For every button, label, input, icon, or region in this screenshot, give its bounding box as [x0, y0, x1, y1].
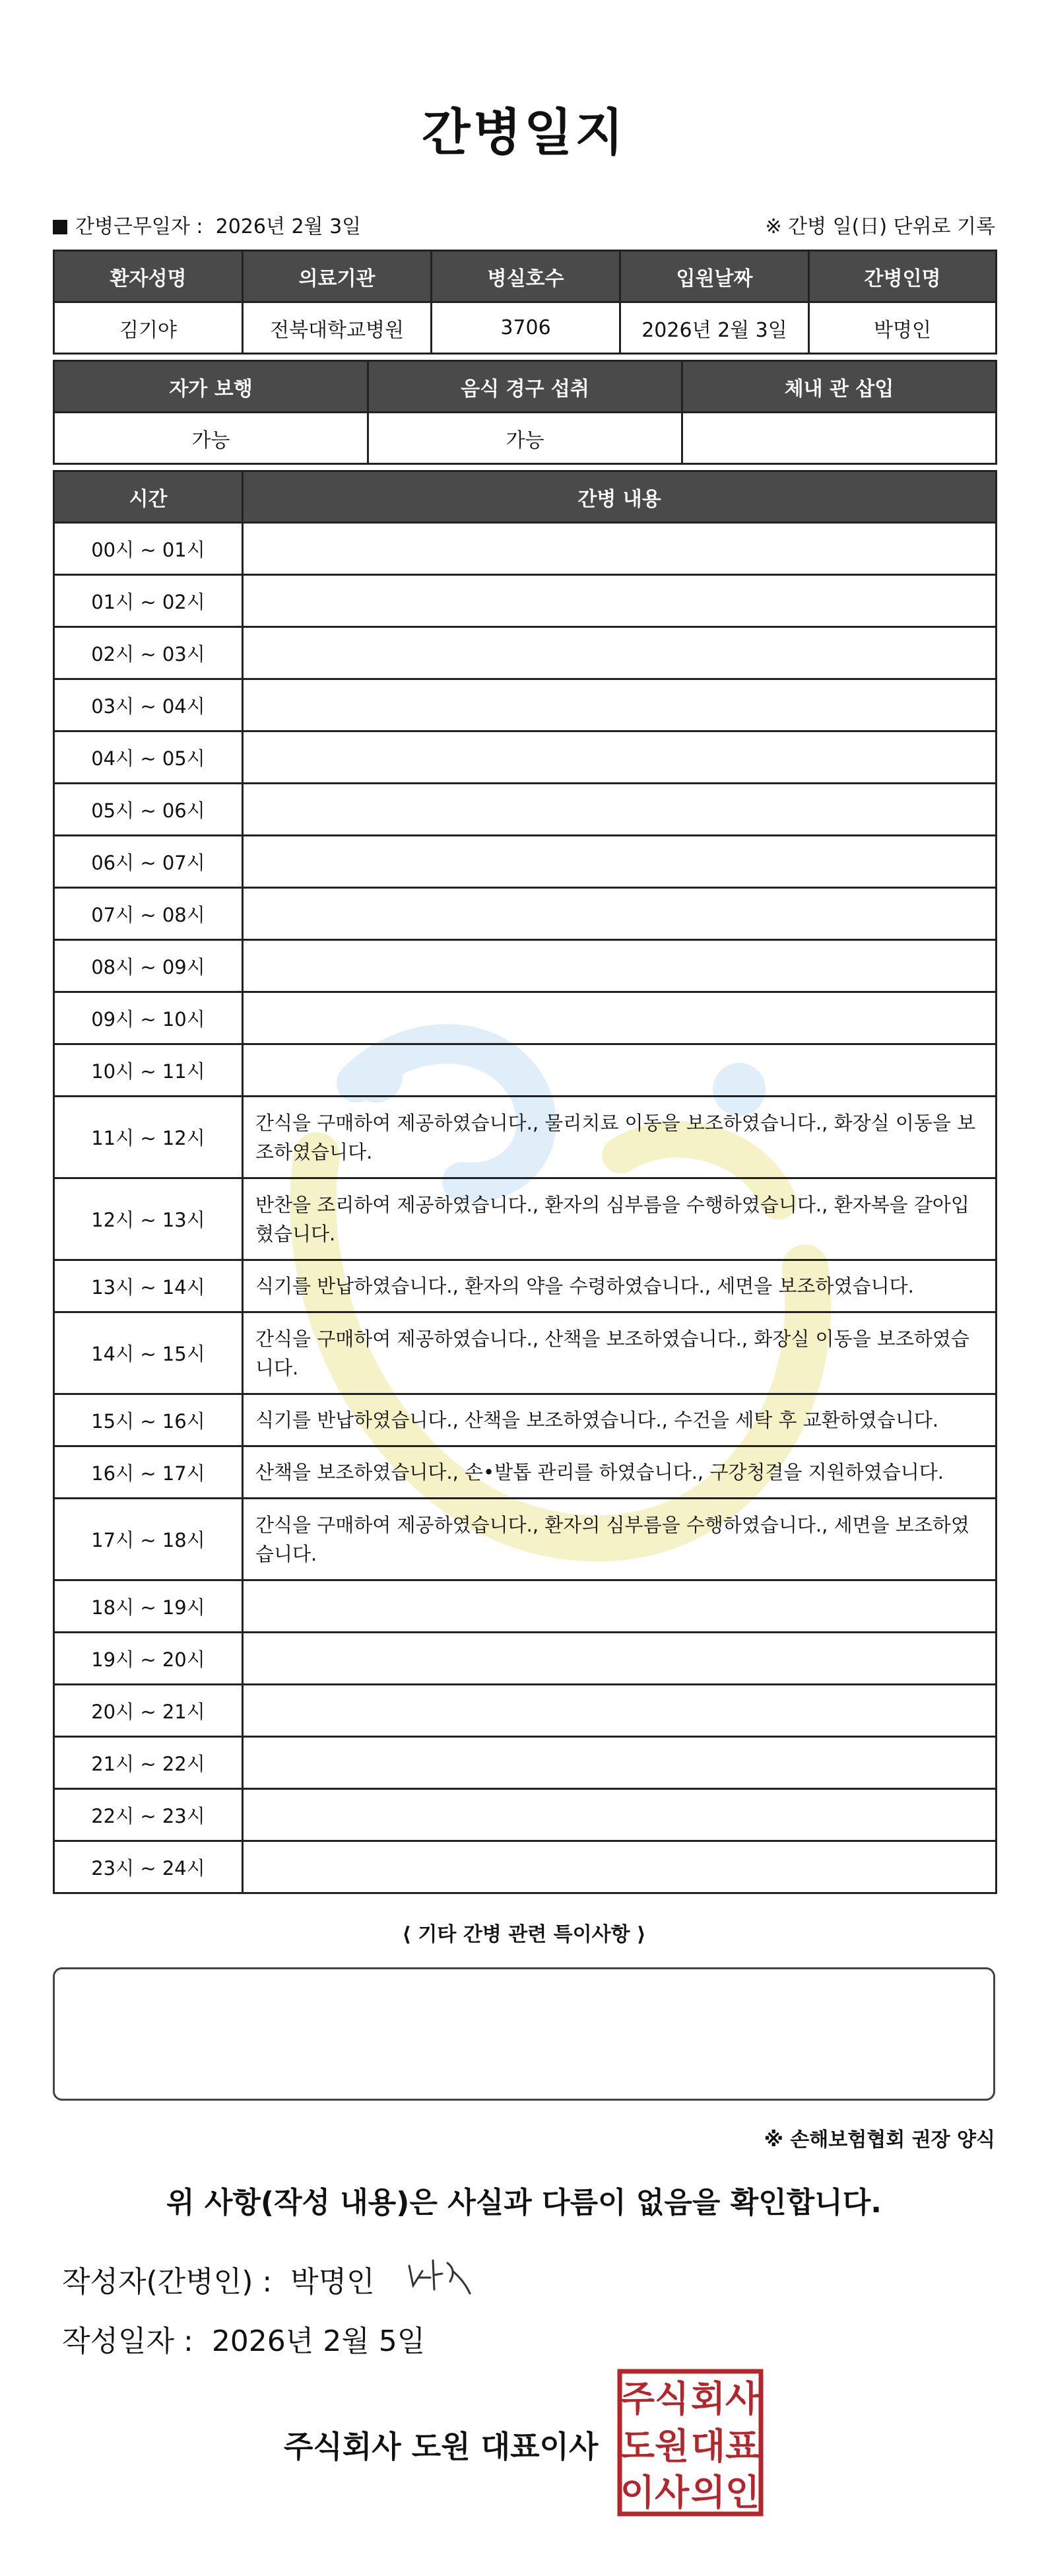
- writer-line: [62, 2258, 375, 2300]
- time-slot: 15시 ~ 16시: [54, 1394, 243, 1446]
- care-content: [243, 992, 997, 1044]
- header-time: 시간: [54, 471, 243, 523]
- confirmation-statement: 위 사항(작성 내용)은 사실과 다름이 없음을 확인합니다.: [166, 2186, 882, 2220]
- care-content: [243, 627, 997, 679]
- time-slot: 19시 ~ 20시: [54, 1633, 243, 1685]
- recommend-note: ※ 손해보험협회 권장 양식: [764, 2128, 995, 2152]
- care-content: [243, 1841, 997, 1893]
- svg-text:주식: 주식: [620, 2378, 690, 2420]
- care-content: [243, 523, 997, 575]
- header-hospital: 의료기관: [243, 251, 432, 302]
- header-caregiver: 간병인명: [809, 251, 997, 302]
- care-content: [243, 784, 997, 836]
- time-slot: 11시 ~ 12시: [54, 1097, 243, 1178]
- time-slot: 14시 ~ 15시: [54, 1312, 243, 1394]
- care-content: [243, 1737, 997, 1789]
- time-slot: 09시 ~ 10시: [54, 992, 243, 1044]
- write-date-value: 2026년 2월 5일: [211, 2324, 426, 2358]
- room-number: 3706: [432, 302, 620, 354]
- document-title: 간병일지: [422, 103, 626, 162]
- write-date-label: 작성일자 :: [62, 2324, 193, 2358]
- time-slot: 13시 ~ 14시: [54, 1260, 243, 1312]
- care-content: [243, 575, 997, 627]
- svg-text:이사: 이사: [620, 2472, 690, 2513]
- care-content: [243, 1685, 997, 1737]
- admission-date: 2026년 2월 3일: [620, 302, 809, 354]
- care-content: 식기를 반납하였습니다., 산책을 보조하였습니다., 수건을 세탁 후 교환하였습니다.: [243, 1394, 997, 1446]
- time-slot: 22시 ~ 23시: [54, 1789, 243, 1841]
- svg-text:의인: 의인: [690, 2472, 760, 2513]
- time-slot: 02시 ~ 03시: [54, 627, 243, 679]
- time-slot: 01시 ~ 02시: [54, 575, 243, 627]
- care-content: 산책을 보조하였습니다., 손•발톱 관리를 하였습니다., 구강청결을 지원하였습니다.: [243, 1446, 997, 1499]
- care-content: [243, 836, 997, 888]
- patient-condition-table: [53, 360, 997, 465]
- header-tube: 체내 관 삽입: [682, 361, 997, 413]
- time-slot: 17시 ~ 18시: [54, 1499, 243, 1580]
- care-log-table: [53, 470, 997, 1894]
- oral-intake-value: 가능: [368, 413, 682, 464]
- care-content: [243, 940, 997, 992]
- care-content: 반찬을 조리하여 제공하였습니다., 환자의 심부름을 수행하였습니다., 환자복을 갈아입혔습니다.: [243, 1178, 997, 1260]
- caregiver-name: 박명인: [809, 302, 997, 354]
- header-room: 병실호수: [432, 251, 620, 302]
- work-date-value: 2026년 2월 3일: [215, 215, 362, 238]
- time-slot: 21시 ~ 22시: [54, 1737, 243, 1789]
- care-content: [243, 1580, 997, 1633]
- care-content: [243, 731, 997, 784]
- care-content: [243, 1044, 997, 1097]
- hospital: 전북대학교병원: [243, 302, 432, 354]
- writer-label: 작성자(간병인) :: [62, 2265, 273, 2299]
- care-content: 식기를 반납하였습니다., 환자의 약을 수령하였습니다., 세면을 보조하였습니다.: [243, 1260, 997, 1312]
- writer-name: 박명인: [290, 2265, 375, 2299]
- company-seal-stamp: [617, 2369, 764, 2517]
- time-slot: 20시 ~ 21시: [54, 1685, 243, 1737]
- time-slot: 07시 ~ 08시: [54, 888, 243, 940]
- time-slot: 08시 ~ 09시: [54, 940, 243, 992]
- header-admission-date: 입원날짜: [620, 251, 809, 302]
- square-bullet-icon: [53, 220, 67, 234]
- time-slot: 06시 ~ 07시: [54, 836, 243, 888]
- time-slot: 16시 ~ 17시: [54, 1446, 243, 1499]
- svg-text:도원: 도원: [620, 2425, 690, 2467]
- company-ceo: 주식회사 도원 대표이사: [284, 2429, 599, 2464]
- care-content: 간식을 구매하여 제공하였습니다., 산책을 보조하였습니다., 화장실 이동을 보조하였습니다.: [243, 1312, 997, 1394]
- remarks-box: [53, 1967, 995, 2101]
- walking-value: 가능: [54, 413, 368, 464]
- svg-text:회사: 회사: [690, 2378, 760, 2420]
- time-slot: 00시 ~ 01시: [54, 523, 243, 575]
- header-patient-name: 환자성명: [54, 251, 243, 302]
- patient-name: 김기야: [54, 302, 243, 354]
- time-slot: 10시 ~ 11시: [54, 1044, 243, 1097]
- time-slot: 23시 ~ 24시: [54, 1841, 243, 1893]
- time-slot: 12시 ~ 13시: [54, 1178, 243, 1260]
- header-oral-intake: 음식 경구 섭취: [368, 361, 682, 413]
- unit-note: ※ 간병 일(日) 단위로 기록: [765, 215, 995, 238]
- work-date-label: 간병근무일자 :: [75, 215, 203, 238]
- remarks-title: ⟨ 기타 간병 관련 특이사항 ⟩: [402, 1923, 646, 1946]
- care-content: [243, 888, 997, 940]
- tube-value: [682, 413, 997, 464]
- care-content: [243, 1633, 997, 1685]
- header-care-content: 간병 내용: [243, 471, 997, 523]
- svg-text:대표: 대표: [690, 2425, 760, 2467]
- signature: [404, 2251, 476, 2304]
- time-slot: 03시 ~ 04시: [54, 679, 243, 731]
- care-content: 간식을 구매하여 제공하였습니다., 물리치료 이동을 보조하였습니다., 화장실 이동을 보조하였습니다.: [243, 1097, 997, 1178]
- care-content: 간식을 구매하여 제공하였습니다., 환자의 심부름을 수행하였습니다., 세면을 보조하였습니다.: [243, 1499, 997, 1580]
- header-walking: 자가 보행: [54, 361, 368, 413]
- care-content: [243, 1789, 997, 1841]
- time-slot: 04시 ~ 05시: [54, 731, 243, 784]
- write-date-line: [62, 2317, 425, 2359]
- work-date: [53, 210, 361, 239]
- care-content: [243, 679, 997, 731]
- patient-info-table: [53, 250, 997, 355]
- time-slot: 18시 ~ 19시: [54, 1580, 243, 1633]
- time-slot: 05시 ~ 06시: [54, 784, 243, 836]
